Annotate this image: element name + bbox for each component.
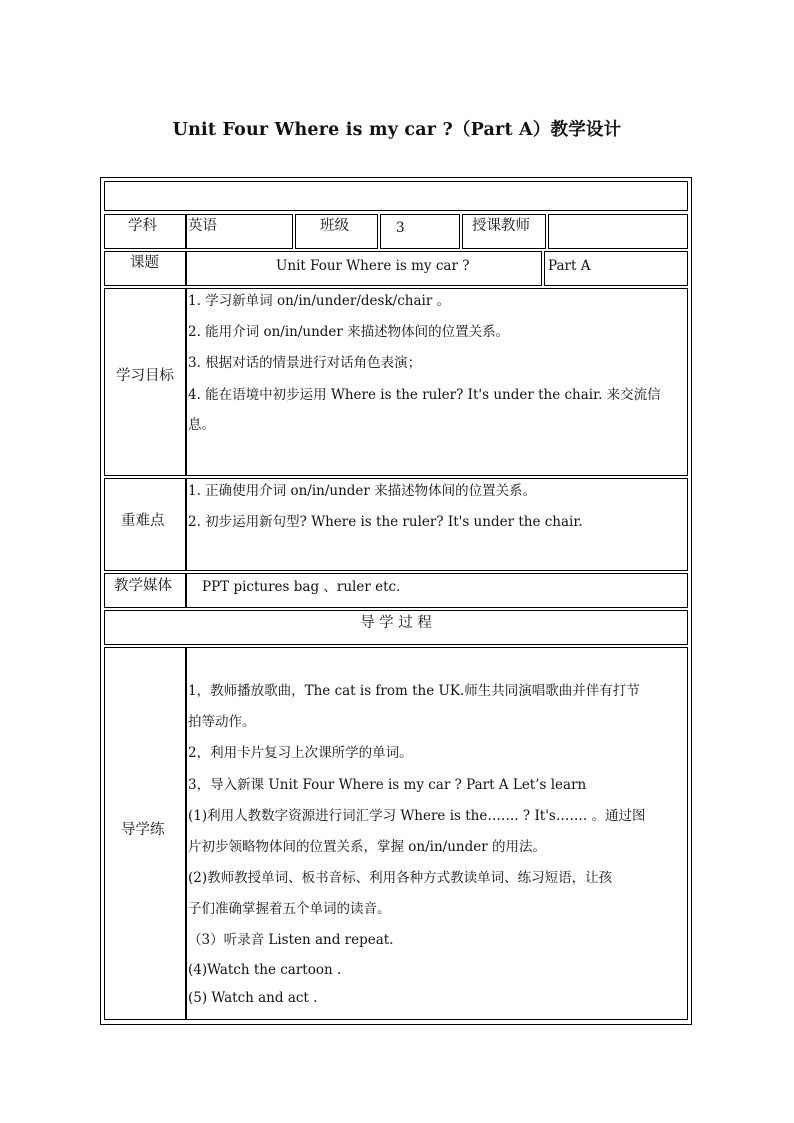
objectives-line-2: 2. 能用介词 on/in/under 来描述物体间的位置关系。 (188, 324, 510, 340)
guide-line-6: 片初步领略物体间的位置关系，掌握 on/in/under 的用法。 (188, 839, 546, 855)
objectives-line-3: 3. 根据对话的情景进行对话角色表演； (188, 355, 422, 371)
difficulties-line-1: 1. 正确使用介词 on/in/under 来描述物体间的位置关系。 (188, 483, 537, 499)
topic-label: 课题 (130, 255, 159, 271)
guide-line-7: (2)教师教授单词、板书音标、利用各种方式教读单词、练习短语，让孩 (188, 870, 613, 886)
guide-line-11: (5) Watch and act . (188, 990, 318, 1006)
class-value-cell (380, 214, 460, 249)
guide-line-2: 拍等动作。 (188, 714, 256, 730)
class-value: 3 (396, 220, 405, 236)
subject-label: 学科 (128, 218, 157, 234)
guide-line-4: 3，导入新课 Unit Four Where is my car ? Part A Let’s learn (188, 777, 587, 793)
objectives-label: 学习目标 (116, 368, 174, 384)
guide-line-5: (1)利用人教数字资源进行词汇学习 Where is the……. ? It's……. 。通过图 (188, 808, 646, 824)
objectives-line-5: 息。 (188, 417, 215, 433)
topic-value: Unit Four Where is my car ? (276, 258, 470, 274)
difficulties-label: 重难点 (121, 513, 165, 529)
guide-line-9: （3）听录音 Listen and repeat. (188, 932, 394, 948)
subject-value: 英语 (188, 218, 217, 234)
guide-line-1: 1，教师播放歌曲，The cat is from the UK.师生共同演唱歌曲并伴有打节 (188, 683, 640, 699)
guide-line-8: 子们准确掌握着五个单词的读音。 (188, 901, 391, 917)
difficulties-line-2: 2. 初步运用新句型? Where is the ruler? It's under the chair. (188, 514, 583, 530)
document-title: Unit Four Where is my car ?（Part A）教学设计 (172, 120, 622, 140)
objectives-content-cell (186, 288, 688, 476)
guide-line-10: (4)Watch the cartoon . (188, 962, 342, 978)
teacher-value-cell (548, 214, 688, 249)
process-header: 导 学 过 程 (360, 615, 432, 631)
class-label: 班级 (320, 218, 349, 234)
objectives-line-4: 4. 能在语境中初步运用 Where is the ruler? It's under the chair. 来交流信 (188, 387, 661, 403)
topic-part: Part A (548, 258, 591, 274)
media-value: PPT pictures bag 、ruler etc. (202, 579, 401, 595)
teacher-label: 授课教师 (472, 218, 530, 234)
objectives-line-1: 1. 学习新单词 on/in/under/desk/chair 。 (188, 293, 451, 309)
media-label: 教学媒体 (114, 578, 172, 594)
guide-label: 导学练 (121, 822, 165, 838)
guide-line-3: 2，利用卡片复习上次课所学的单词。 (188, 745, 413, 761)
blank-header-row (104, 181, 688, 211)
